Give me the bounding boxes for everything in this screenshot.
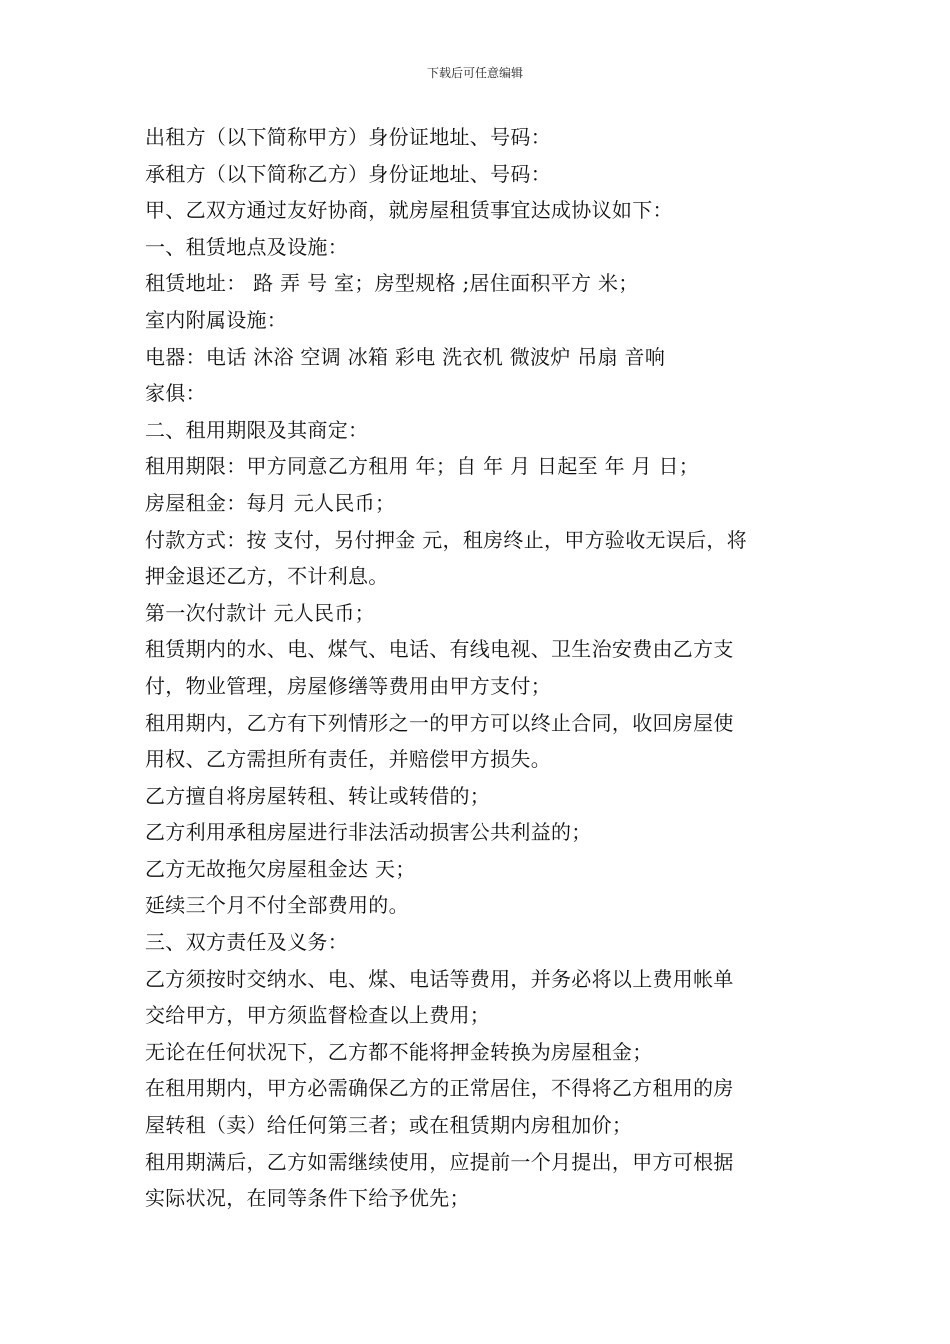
text-line: 租赁地址： 路 弄 号 室；房型规格 ;居住面积平方 米； bbox=[145, 271, 639, 296]
text-line: 出租方（以下简称甲方）身份证地址、号码： bbox=[145, 125, 551, 149]
text-line: 付，物业管理，房屋修缮等费用由甲方支付； bbox=[145, 673, 551, 698]
text-line: 延续三个月不付全部费用的。 bbox=[145, 893, 409, 918]
page-header-note: 下载后可任意编辑 bbox=[426, 66, 523, 80]
text-line: 租用期满后，乙方如需继续使用，应提前一个月提出，甲方可根据 bbox=[145, 1149, 734, 1174]
text-line: 乙方擅自将房屋转租、转让或转借的； bbox=[145, 783, 491, 808]
section-heading: 一、租赁地点及设施： bbox=[145, 234, 348, 259]
text-line: 无论在任何状况下，乙方都不能将押金转换为房屋租金； bbox=[145, 1039, 653, 1064]
section-heading: 三、双方责任及义务： bbox=[145, 930, 348, 955]
text-line: 电器：电话 沐浴 空调 冰箱 彩电 洗衣机 微波炉 吊扇 音响 bbox=[145, 344, 666, 369]
text-line: 甲、乙双方通过友好协商，就房屋租赁事宜达成协议如下： bbox=[145, 198, 673, 223]
text-line: 家俱： bbox=[145, 381, 206, 406]
text-line: 交给甲方，甲方须监督检查以上费用； bbox=[145, 1003, 491, 1028]
text-line: 付款方式：按 支付，另付押金 元，租房终止，甲方验收无误后，将 bbox=[145, 527, 748, 552]
text-line: 乙方利用承租房屋进行非法活动损害公共利益的； bbox=[145, 820, 592, 845]
text-line: 租用期内，乙方有下列情形之一的甲方可以终止合同，收回房屋使 bbox=[145, 710, 734, 735]
text-line: 押金退还乙方，不计利息。 bbox=[145, 564, 389, 589]
text-line: 租赁期内的水、电、煤气、电话、有线电视、卫生治安费由乙方支 bbox=[145, 637, 734, 662]
text-line: 屋转租（卖）给任何第三者；或在租赁期内房租加价； bbox=[145, 1113, 633, 1138]
text-line: 用权、乙方需担所有责任，并赔偿甲方损失。 bbox=[145, 747, 551, 772]
text-line: 室内附属设施： bbox=[145, 307, 288, 332]
document-body bbox=[145, 119, 815, 1217]
text-line: 第一次付款计 元人民币； bbox=[145, 600, 375, 625]
text-line: 乙方须按时交纳水、电、煤、电话等费用，并务必将以上费用帐单 bbox=[145, 966, 734, 991]
text-line: 乙方无故拖欠房屋租金达 天； bbox=[145, 856, 416, 881]
text-line: 房屋租金：每月 元人民币； bbox=[145, 490, 396, 515]
text-line: 承租方（以下简称乙方）身份证地址、号码： bbox=[145, 161, 551, 186]
text-line: 租用期限：甲方同意乙方租用 年；自 年 月 日起至 年 月 日； bbox=[145, 454, 700, 479]
text-line: 实际状况，在同等条件下给予优先； bbox=[145, 1186, 470, 1211]
section-heading: 二、租用期限及其商定： bbox=[145, 417, 369, 442]
text-line: 在租用期内，甲方必需确保乙方的正常居住，不得将乙方租用的房 bbox=[145, 1076, 734, 1101]
